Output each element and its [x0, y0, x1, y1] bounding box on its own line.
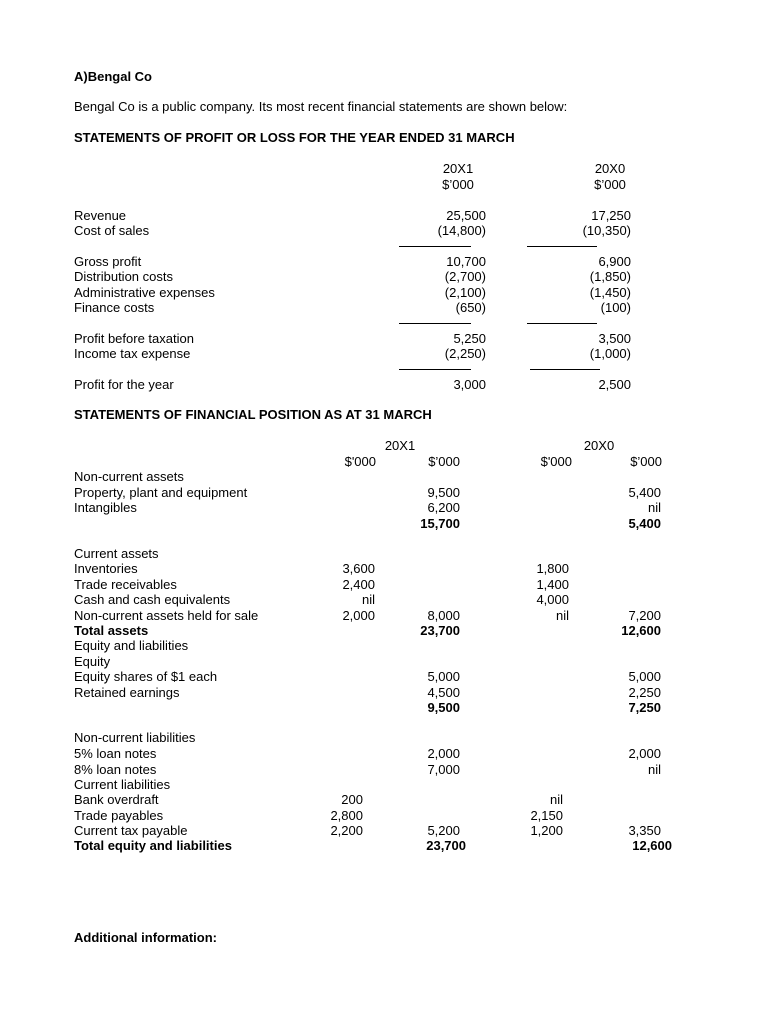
fp-row-value-20x1-subtotal: 2,400	[342, 577, 375, 592]
pl-row-label: Administrative expenses	[74, 285, 215, 300]
pl-col1-unit: $’000	[442, 177, 474, 192]
fp-row-label: Equity and liabilities	[74, 638, 189, 653]
fp-row-value-20x0-total: nil	[647, 500, 661, 515]
fp-row-label: Current liabilities	[74, 777, 171, 792]
pl-rule	[527, 323, 597, 324]
fp-row-label: Total equity and liabilities	[74, 838, 232, 853]
fp-row-value-20x1-total: 2,000	[427, 746, 460, 761]
fp-row-value-20x0-subtotal: 1,200	[530, 823, 563, 838]
pl-row-label: Distribution costs	[74, 269, 173, 284]
pl-row-value-20x0: (1,850)	[589, 269, 631, 284]
pl-row-value-20x1: 3,000	[453, 377, 486, 392]
fp-row-label: Trade receivables	[74, 577, 177, 592]
fp-row-label: Inventories	[74, 561, 138, 576]
fp-row-value-20x0-subtotal: 1,400	[536, 577, 569, 592]
fp-row-value-20x1-total: 9,500	[427, 485, 460, 500]
fp-row-value-20x1-total: 4,500	[427, 685, 460, 700]
fp-row-label: Non-current assets	[74, 469, 184, 484]
fp-row-value-20x1-total: 9,500	[427, 700, 460, 715]
pl-rule	[527, 246, 597, 247]
pl-row-value-20x1: (2,100)	[444, 285, 486, 300]
fp-row-value-20x0-subtotal: 4,000	[536, 592, 569, 607]
fp-unit-1b: $’000	[428, 454, 460, 469]
pl-row-value-20x1: 5,250	[453, 331, 486, 346]
pl-row-value-20x1: 10,700	[446, 254, 486, 269]
fp-row-label: 8% loan notes	[74, 762, 157, 777]
fp-row-value-20x1-subtotal: 2,200	[330, 823, 363, 838]
fp-row-value-20x1-subtotal: 2,800	[330, 808, 363, 823]
fp-row-label: Equity	[74, 654, 111, 669]
fp-year2: 20X0	[583, 438, 615, 453]
pl-row-value-20x1: (2,250)	[444, 346, 486, 361]
pl-row-value-20x0: (1,450)	[589, 285, 631, 300]
fp-row-value-20x0-subtotal: 2,150	[530, 808, 563, 823]
fp-row-label: Cash and cash equivalents	[74, 592, 231, 607]
fp-row-label: Property, plant and equipment	[74, 485, 248, 500]
fp-row-value-20x0-total: 7,200	[628, 608, 661, 623]
fp-row-value-20x1-total: 8,000	[427, 608, 460, 623]
pl-row-value-20x0: (1,000)	[589, 346, 631, 361]
pl-row-value-20x1: (2,700)	[444, 269, 486, 284]
pl-row-value-20x0: 6,900	[598, 254, 631, 269]
fp-unit-2b: $’000	[630, 454, 662, 469]
fp-row-value-20x0-total: 12,600	[621, 623, 661, 638]
fp-row-label: Equity shares of $1 each	[74, 669, 218, 684]
pl-rule	[399, 246, 471, 247]
pl-rule	[530, 369, 600, 370]
fp-row-value-20x0-total: 7,250	[628, 700, 661, 715]
fp-unit-2a: $'000	[540, 454, 572, 469]
fp-row-label: Current assets	[74, 546, 159, 561]
pl-row-label: Revenue	[74, 208, 127, 223]
fp-row-value-20x0-total: 12,600	[632, 838, 672, 853]
pl-row-label: Profit for the year	[74, 377, 174, 392]
fp-year1: 20X1	[384, 438, 416, 453]
fp-row-value-20x1-total: 15,700	[420, 516, 460, 531]
fp-row-value-20x1-subtotal: nil	[361, 592, 375, 607]
fp-row-value-20x0-subtotal: nil	[549, 792, 563, 807]
pl-row-value-20x1: (14,800)	[437, 223, 486, 238]
pl-row-value-20x0: (100)	[600, 300, 631, 315]
pl-row-value-20x0: 2,500	[598, 377, 631, 392]
fp-row-label: 5% loan notes	[74, 746, 157, 761]
fp-row-value-20x0-total: 2,000	[628, 746, 661, 761]
fp-row-label: Current tax payable	[74, 823, 188, 838]
pl-row-label: Profit before taxation	[74, 331, 194, 346]
pl-rule	[399, 369, 471, 370]
fp-row-value-20x0-total: 2,250	[628, 685, 661, 700]
pl-rule	[399, 323, 471, 324]
fp-row-label: Retained earnings	[74, 685, 180, 700]
fp-row-value-20x0-total: 3,350	[628, 823, 661, 838]
fp-row-value-20x0-total: 5,000	[628, 669, 661, 684]
document-heading: A)Bengal Co	[74, 69, 152, 84]
pl-row-label: Cost of sales	[74, 223, 150, 238]
pl-row-label: Finance costs	[74, 300, 155, 315]
fp-row-value-20x1-subtotal: 2,000	[342, 608, 375, 623]
pl-row-label: Income tax expense	[74, 346, 191, 361]
fp-row-label: Intangibles	[74, 500, 137, 515]
pl-title: STATEMENTS OF PROFIT OR LOSS FOR THE YEAR ENDED 31 MARCH	[74, 130, 515, 145]
pl-row-value-20x1: (650)	[455, 300, 486, 315]
fp-unit-1a: $'000	[344, 454, 376, 469]
fp-row-value-20x1-subtotal: 200	[341, 792, 363, 807]
fp-row-value-20x1-subtotal: 3,600	[342, 561, 375, 576]
pl-row-value-20x0: 3,500	[598, 331, 631, 346]
fp-row-value-20x0-subtotal: 1,800	[536, 561, 569, 576]
fp-row-value-20x1-total: 23,700	[426, 838, 466, 853]
fp-title: STATEMENTS OF FINANCIAL POSITION AS AT 31 MARCH	[74, 407, 432, 422]
fp-row-value-20x1-total: 23,700	[420, 623, 460, 638]
fp-row-label: Non-current assets held for sale	[74, 608, 259, 623]
fp-row-label: Trade payables	[74, 808, 164, 823]
fp-row-label: Total assets	[74, 623, 149, 638]
pl-col1-year: 20X1	[442, 161, 474, 176]
fp-row-label: Bank overdraft	[74, 792, 159, 807]
fp-row-label: Non-current liabilities	[74, 730, 196, 745]
pl-row-value-20x0: 17,250	[591, 208, 631, 223]
pl-col2-year: 20X0	[594, 161, 626, 176]
fp-row-value-20x0-total: nil	[647, 762, 661, 777]
pl-row-value-20x1: 25,500	[446, 208, 486, 223]
intro-text: Bengal Co is a public company. Its most recent financial statements are shown below:	[74, 99, 568, 114]
fp-row-value-20x0-subtotal: nil	[555, 608, 569, 623]
fp-row-value-20x1-total: 5,000	[427, 669, 460, 684]
fp-row-value-20x1-total: 5,200	[427, 823, 460, 838]
fp-row-value-20x0-total: 5,400	[628, 485, 661, 500]
fp-row-value-20x0-total: 5,400	[628, 516, 661, 531]
pl-col2-unit: $’000	[594, 177, 626, 192]
fp-row-value-20x1-total: 7,000	[427, 762, 460, 777]
pl-row-value-20x0: (10,350)	[582, 223, 631, 238]
fp-row-value-20x1-total: 6,200	[427, 500, 460, 515]
pl-row-label: Gross profit	[74, 254, 142, 269]
additional-info-heading: Additional information:	[74, 930, 217, 945]
